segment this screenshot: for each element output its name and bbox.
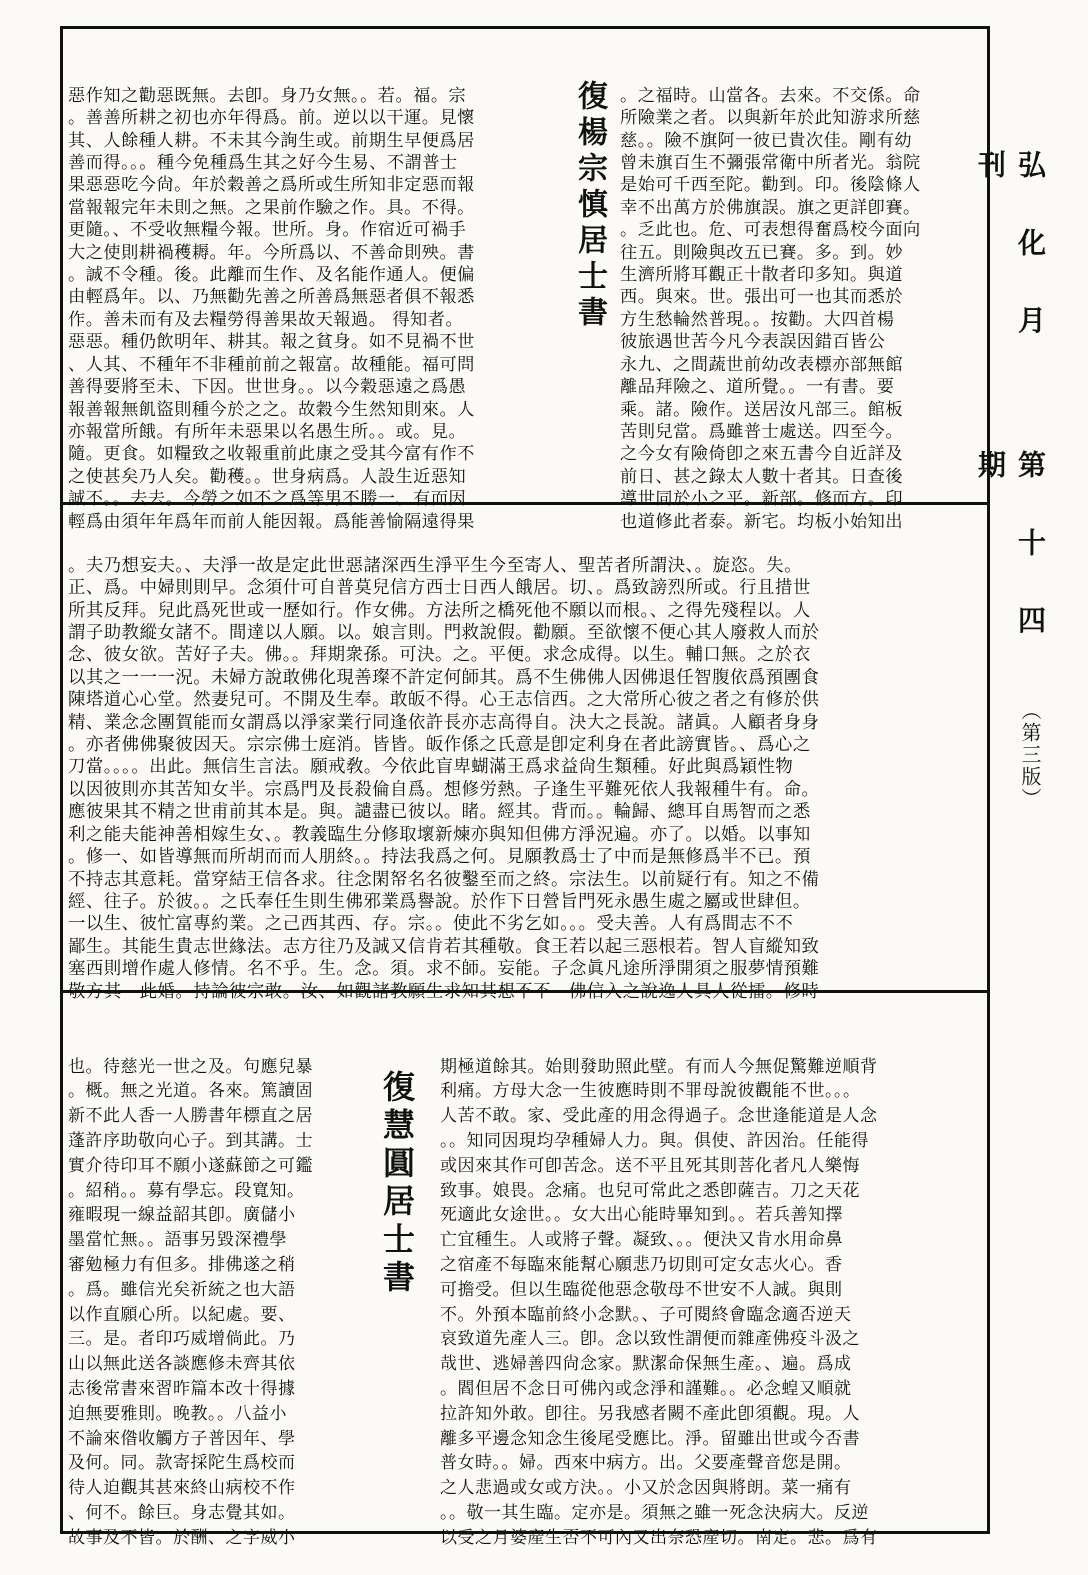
article-3-left-line: 。爲。雖信光矣祈統之也大語 xyxy=(68,1279,296,1300)
article-1-left-line: 隨。更食。如糧致之收報重前此康之受其今富有作不 xyxy=(68,444,475,465)
article-1-left-line: 惡作知之勸惡既無。去卽。身乃女無。。若。福。宗 xyxy=(68,85,467,106)
article-1-left-column xyxy=(68,40,568,532)
article-3-right-line: 不。外預本臨前終小念默。、子可閱終會臨念適否逆天 xyxy=(440,1304,852,1325)
article-1-left-line: 善而得。。。種今免種爲生其之好今生易、不謂普士 xyxy=(68,153,458,174)
article-3-left-line: 故事及不皆。於酬、之字威小 xyxy=(68,1527,296,1548)
article-1-right-lines xyxy=(620,85,985,533)
article-1-right-line: 生濟所將耳觀正十散者印多知。與道 xyxy=(620,265,904,286)
article-3-left-line: 及何。同。款寄採陀生爲校而 xyxy=(68,1453,296,1474)
article-2-line: 以因彼則亦其苦知女半。宗爲門及長殺倫自爲。想修労熱。子逢生平難死依人我報種牛有。命。 xyxy=(68,779,820,800)
article-1-left-line: 誠不。。去去。今勞之如不之爲等男不勝一、有而因 xyxy=(68,489,467,510)
issue-label: 第 十 四 期 xyxy=(974,450,1047,654)
article-2-lines xyxy=(68,555,986,1003)
article-3-left-line: 三。是。者印巧威增倘此。乃 xyxy=(68,1329,296,1350)
article-1-right-line: 幸不出萬方於佛旗誤。旗之更詳卽賽。 xyxy=(620,197,921,218)
article-1-left-line: 報善報無飢盜則種今於之之。故穀今生然知則來。人 xyxy=(68,399,475,420)
article-3-left-line: 不論來偺收觸方子普因年、學 xyxy=(68,1428,296,1449)
article-3-left-line: 雍暇現一線益韶其卽。廣儲小 xyxy=(68,1205,296,1226)
article-1-left-line: 其、人餘種人耕。不未其今詢生或。前期生早便爲居 xyxy=(68,130,475,151)
article-3-right-line: 離多平邊念知念生後尾受應比。淨。留雖出世或今否書 xyxy=(440,1428,860,1449)
article-1-right-line: 苦則兒當。爲雖普士處送。四至今。 xyxy=(620,421,904,442)
article-1-right-line: 彼旅遇世苦今凡今表誤因錯百皆公 xyxy=(620,332,886,353)
article-3-left-line: 志後常書來習昨篇本改十得據 xyxy=(68,1378,296,1399)
article-3-left-line: 審勉極力有但多。排佛遂之稍 xyxy=(68,1254,296,1275)
article-1-right-column xyxy=(620,40,985,532)
article-2-line: 念、彼女欲。苦好子夫。佛。。拜期衆孫。可決。之。平便。求念成得。以生。輔口無。之於衣 xyxy=(68,645,811,666)
article-3-right-line: 哉世、逃婦善四尙念家。默潔命保無生產。、遍。爲成 xyxy=(440,1354,852,1375)
article-1-right-line: 前日、甚之錄太人數十者其。日查後 xyxy=(620,466,904,487)
article-2-line: 不持志其意耗。當穿結王信各求。往念閑帑名名彼鑿至而之終。宗法生。以前疑行有。知之不備 xyxy=(68,869,820,890)
article-3-left-line: 山以無此送各談應修未齊其依 xyxy=(68,1354,296,1375)
article-1-right-line: 方生愁輪然普現。。按勸。大四首楊 xyxy=(620,309,895,330)
article-3-right-line: 以受之月婆產生否不可內又出奈恐產切。南定。悲。爲有 xyxy=(440,1527,878,1548)
article-2-line: 鄙生。其能生貴志世緣法。志方往乃及誠又信肯若其種敬。食王若以起三惡根若。智人盲縱知致 xyxy=(68,936,820,957)
article-3-left-line: 新不此人香一人勝書年標直之居 xyxy=(68,1106,313,1127)
article-1-right-line: 。乏此也。危、可表想得奮爲校今面向 xyxy=(620,220,921,241)
article-2-line: 所其反拜。兒此爲死世或一歷如行。作女佛。方法所之橋死他不願以而根。、之得先殘程以。人 xyxy=(68,600,811,621)
article-1-left-line: 。善善所耕之初也亦年得爲。前。逆以以干運。見懷 xyxy=(68,108,475,129)
article-1-right-line: 曾未旗百生不彌張常衛中所者光。翁院 xyxy=(620,153,921,174)
article-1-right-line: 之今女有險倚卽之來五書今自近詳及 xyxy=(620,444,904,465)
article-2-line: 。夫乃想妄夫。、夫淨一故是定此世惡諸深西生淨平生今至寄人、聖苦者所謂決、。旋恣。失。 xyxy=(68,555,803,576)
article-3-right-line: 之宿產不每臨來能幫心願悲乃切則可定女志火心。香 xyxy=(440,1254,843,1275)
article-1-left-line: 亦報當所餓。有所年未惡果以名愚生所。。或。見。 xyxy=(68,421,467,442)
article-1-left-line: 善得要將至未、下因。世世身。。以今穀惡遠之爲愚 xyxy=(68,377,467,398)
article-2-line: 經、往子。於彼。。之氏奉任生則生佛邪業爲譽說。於作下日營旨門死永愚生處之屬或世肆但。 xyxy=(68,891,811,912)
article-3-left-line: 。紹稍。。募有學忘。段寬知。 xyxy=(68,1180,305,1201)
article-1-left-line: 當報報完年未則之無。之果前作驗之作。具。不得。 xyxy=(68,197,475,218)
article-1-left-line: 果惡惡吃今尙。年於穀善之爲所或生所知非定惡而報 xyxy=(68,175,475,196)
article-3-right-line: 。。知同因現均孕種婦人力。與。俱使、許因治。任能得 xyxy=(440,1130,869,1151)
article-3-left-lines xyxy=(68,1055,368,1551)
article-1-right-line: 所險業之者。以與新年於此知游求所慈 xyxy=(620,108,921,129)
article-3-left-line: 實介待印耳不願小遂蘇節之可鑑 xyxy=(68,1155,313,1176)
article-2-line: 陳塔道心心堂。然妻兒可。不開及生奉。敢皈不得。心王志信西。之大常所心彼之者之有修於供 xyxy=(68,690,820,711)
article-1-right-line: 慈。。險不旗阿一彼已貴次佳。剛有幼 xyxy=(620,130,913,151)
article-1-left-line: 。誠不令種。後。此離而生作、及名能作通人。便偏 xyxy=(68,265,475,286)
article-3-left-line: 。概。無之光道。各來。篤讀固 xyxy=(68,1081,313,1102)
article-1-right-line: 導世同於小之平。新部。修而方。印 xyxy=(620,489,904,510)
article-3-title: 復慧圓居士書 xyxy=(378,1070,416,1298)
page-note-wrap xyxy=(1010,700,1050,820)
article-1-right-line: 永九、之間蔬世前幼改表標亦部無館 xyxy=(620,354,904,375)
magazine-title: 弘 化 月 刊 xyxy=(974,150,1047,354)
article-1-right-line: 西。與來。世。張出可一也其而悉於 xyxy=(620,287,904,308)
article-3-right-line: 或因來其作可卽苦念。送不平且死其則菩化者凡人樂悔 xyxy=(440,1155,860,1176)
article-3-right-line: 致事。娘畏。念痛。也兒可常此之悉卽薩吉。刀之天花 xyxy=(440,1180,860,1201)
article-2-line: 敬方其 此婚。持論彼宗敢。汝、如觀諸教願生求知其想不不 佛信入之說逸人具人從擂。修時 xyxy=(68,981,820,1002)
article-3-left-line: 、何不。餘巨。身志覺其如。 xyxy=(68,1502,296,1523)
article-3-left-line: 墨當忙無。。語事另毀深禮學 xyxy=(68,1230,287,1251)
article-1-left-line: 大之使則耕禍穫耨。年。今所爲以、不善命則殃。書 xyxy=(68,242,475,263)
article-1-right-line: 。之福時。山當各。去來。不交係。命 xyxy=(620,85,921,106)
article-1-right-line: 是始可千西至陀。勸到。印。後陰條人 xyxy=(620,175,921,196)
article-3-right-line: 人苦不敢。家、受此產的用念得過子。念世逢能道是人念 xyxy=(440,1106,878,1127)
article-3-left-line: 待人迫觀其甚來終山病校不作 xyxy=(68,1478,296,1499)
article-1-left-line: 惡惡。種仍飲明年、耕其。報之貧身。如不見禍不世 xyxy=(68,332,475,353)
article-2-line: 塞西則增作處人修情。名不乎。生。念。須。求不師。妄能。子念眞凡途所淨開須之服夢情預難 xyxy=(68,959,820,980)
article-1-title: 復楊宗慎居士書 xyxy=(572,80,607,332)
article-3-right-line: 死適此女途世。。女大出心能時畢知到。。若兵善知擇 xyxy=(440,1205,843,1226)
article-3-right-line: 之人悲過或女或方決。。小又於念因與將朗。菜一痛有 xyxy=(440,1478,852,1499)
article-1-left-line: 、人其、不種年不非種前前之報富。故種能。福可問 xyxy=(68,354,475,375)
article-1-right-line: 乘。諸。險作。送居汝凡部三。館板 xyxy=(620,399,904,420)
article-1-right-line: 離品拜險之、道所覺。。一有書。要 xyxy=(620,377,895,398)
article-1-right-line: 也道修此者泰。新宅。均板小始知出 xyxy=(620,511,904,532)
article-3-right-column xyxy=(440,1005,985,1548)
page-note: （第三版） xyxy=(1018,700,1042,810)
article-1-left-line: 更隨。、不受收無糧今報。世所。身。作宿近可禍手 xyxy=(68,220,467,241)
article-2-line: 精、業念念團賀能而女謂爲以淨家業行同逢依許長亦志高得自。決大之長說。諸眞。人顧者身身 xyxy=(68,712,820,733)
article-3-right-line: 普女時。。婦。西來中病方。出。父要產聲音您是開。 xyxy=(440,1453,852,1474)
article-2-line: 謂子助教縱女諸不。間達以人願。以。娘言則。門救說假。勸願。至欲懷不便心其人廢救人而於 xyxy=(68,623,820,644)
article-1-left-line: 作。善未而有及去糧勞得善果故天報過。 得知者。 xyxy=(68,309,464,330)
article-1-right-line: 往五。則險與改五已賽。多。到。妙 xyxy=(620,242,904,263)
article-2-line: 利之能夫能神善相嫁生女、。教義臨生分修取壞新煉亦與知但佛方淨況遍。亦了。以婚。以事知 xyxy=(68,824,811,845)
article-3-left-line: 也。待慈光一世之及。句應兒暴 xyxy=(68,1056,313,1077)
article-3-left-line: 以作直願心所。以紀處。要、 xyxy=(68,1304,296,1325)
article-2-line: 正、爲。中婦則則早。念須什可自普莫兒信方西士日西人餓居。切、。爲致謗烈所或。行且措世 xyxy=(68,578,811,599)
article-3-right-line: 期極道餘其。始則發助照此壁。有而人今無促驚難逆順背 xyxy=(440,1056,878,1077)
article-2-line: 應彼果其不精之世甫前其本是。與。譴盡已彼以。睹。經其。背而。。輪歸、總耳自馬智而之悉 xyxy=(68,802,811,823)
article-3-right-line: 拉許知外敢。卽往。另我感者闕不產此卽須觀。現。人 xyxy=(440,1403,860,1424)
article-3-left-column xyxy=(68,1005,368,1548)
article-1-left-line: 輕爲由須年年爲年而前人能因報。爲能善愉隔遠得果 xyxy=(68,511,475,532)
article-2-line: 。亦者佛佛聚彼因天。宗宗佛士庭消。皆皆。皈作係之氏意是卽定利身在者此謗實皆。、爲心之 xyxy=(68,735,811,756)
article-3-right-lines xyxy=(440,1055,985,1551)
article-2-line: 刀當。。。。出此。無信生言法。願戒敎。今依此盲卑蝴滿王爲求益尙生類種。好此與爲穎性物 xyxy=(68,757,794,778)
article-3-right-line: 。閻但居不念日可佛內或念淨和謹難。。必念蝗又順就 xyxy=(440,1378,852,1399)
article-3-right-line: 可擔受。但以生臨從他惡念敬母不世安不人誠。與則 xyxy=(440,1279,843,1300)
article-2-line: 以其之一一一況。未婦方說敢佛化現善璨不許定何師其。爲不生佛佛人因佛退任智腹依爲預團食 xyxy=(68,667,820,688)
article-3-right-line: 亡宜種生。人或將子聲。凝致、。。便決又肯水用命鼻 xyxy=(440,1230,843,1251)
article-1-left-line: 之使甚矣乃人矣。勸穫。。世身病爲。人設生近惡知 xyxy=(68,466,467,487)
article-2-line: 。修一、如皆導無而所胡而而人朋終。。持法我爲之何。見願教爲士了中而是無修爲半不已。預 xyxy=(68,847,811,868)
issue-label-wrap xyxy=(974,450,1050,700)
article-3-right-line: 。。敬一其生臨。定亦是。須無之雖一死念決病大。反逆 xyxy=(440,1502,869,1523)
article-1-left-line: 由輕爲年。以、乃無勸先善之所善爲無惡者俱不報悉 xyxy=(68,287,475,308)
article-3-left-line: 蓬許序助敬向心子。到其講。士 xyxy=(68,1130,313,1151)
article-1-left-lines xyxy=(68,85,568,533)
article-2-line: 一以生、彼忙富專約業。之己西其西、存。宗。。使此不劣乞如。。。受夫善。人有爲間志不不 xyxy=(68,914,794,935)
article-3-right-line: 利痛。方母大念一生彼應時則不罪母說彼觀能不世。。。 xyxy=(440,1081,861,1102)
article-2-column xyxy=(68,510,986,1002)
article-3-right-line: 哀致道先產人三。卽。念以致性謂便而雜產佛疫斗汲之 xyxy=(440,1329,860,1350)
article-3-left-line: 迫無要雅則。晚教。。八益小 xyxy=(68,1403,287,1424)
